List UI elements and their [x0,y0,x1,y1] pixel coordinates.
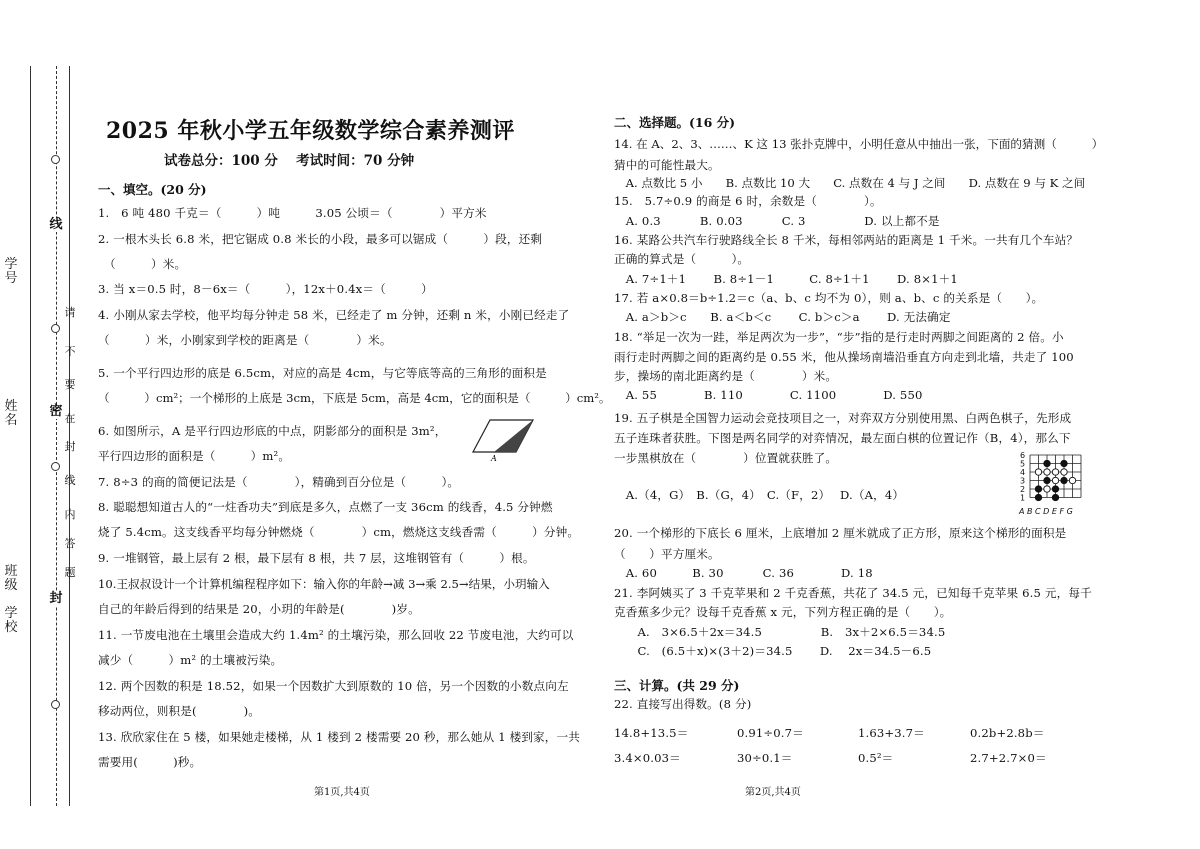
question-line: A. a＞b＞c B. a＜b＜c C. b＞c＞a D. 无法确定 [614,310,951,324]
question-line: 减少（ ）m² 的土壤被污染。 [98,653,283,667]
calc-item: 14.8+13.5＝ [614,726,689,740]
question-line: 20. 一个梯形的下底长 6 厘米，上底增加 2 厘米就成了正方形，原来这个梯形的面积是 [614,526,1067,540]
question-line: 五子连珠者获胜。下图是两名同学的对弈情况，最左面白棋的位置记作（B，4），那么下 [614,431,1071,445]
seal-char: 密 [49,404,63,419]
question-line: 17. 若 a×0.8＝b÷1.2＝c（a、b、c 均不为 0），则 a、b、c 的关系是（ ）。 [614,291,1044,305]
black-stone [1061,477,1067,483]
binding-line-dashed [56,66,57,806]
black-stone [1044,477,1050,483]
question-line: A.（4，G） B.（G，4） C.（F，2） D.（A，4） [614,488,905,502]
gomoku-board [1018,450,1090,518]
seal-char: 请 [64,306,76,319]
page-footer-left: 第1页,共4页 [314,787,370,798]
seal-char: 要 [64,378,76,391]
question-line: 18. “举足一次为一跬，举足两次为一步”，“步”指的是行走时两脚之间距离的 2 倍。小 [614,330,1064,344]
section-choice: 二、选择题。(16 分) [614,115,736,130]
question-line: （ ）米，小刚家到学校的距离是（ ）米。 [98,333,392,347]
question-line: 6. 如图所示，A 是平行四边形底的中点，阴影部分的面积是 3m²， [98,424,447,438]
question-line: C. (6.5＋x)×(3＋2)＝34.5 D. 2x＝34.5－6.5 [614,644,932,658]
question-line: 2. 一根木头长 6.8 米，把它锯成 0.8 米长的小段，最多可以锯成（ ）段，还剩 [98,232,543,246]
question-line: A. 55 B. 110 C. 1100 D. 550 [614,388,923,402]
question-line: 8. 聪聪想知道古人的“一炷香功夫”到底是多久，点燃了一支 36cm 的线香，4.5 分钟燃 [98,500,553,514]
parallelogram-figure [470,416,536,462]
black-stone [1052,486,1058,492]
question-line: 16. 某路公共汽车行驶路线全长 8 千米，每相邻两站的距离是 1 千米。一共有几个车站？ [614,233,1079,247]
binding-hole [51,324,60,333]
board-y-label: 5 [1020,459,1026,469]
question-line: 1. 6 吨 480 千克＝（ ）吨 3.05 公顷＝（ ）平方米 [98,206,487,220]
question-line: 12. 两个因数的积是 18.52，如果一个因数扩大到原数的 10 倍，另一个因数的小数点向左 [98,679,569,693]
question-line: （ ）cm²；一个梯形的上底是 3cm，下底是 5cm，高是 4cm，它的面积是（ ）cm²。 [98,391,611,405]
section-fill-blank: 一、填空。(20 分) [98,182,207,197]
question-line: A. 0.3 B. 0.03 C. 3 D. 以上都不是 [614,214,940,228]
question-line: A. 7÷1＋1 B. 8÷1－1 C. 8÷1＋1 D. 8×1＋1 [614,272,958,286]
calc-item: 2.7+2.7×0＝ [970,751,1047,765]
question-line: 正确的算式是（ ）。 [614,252,750,266]
question-line: A. 点数比 5 小 B. 点数比 10 大 C. 点数在 4 与 J 之间 D. 点数在 9 与 K 之间 [614,176,1086,190]
question-line: 雨行走时两脚之间的距离约是 0.55 米，他从操场南墙沿垂直方向走到北墙，共走了 100 [614,350,1074,364]
seal-char: 封 [64,440,76,453]
question-line: 13. 欣欣家住在 5 楼，如果她走楼梯，从 1 楼到 2 楼需要 20 秒，那么她从 1 楼到家，一共 [98,730,581,744]
question-line: 3. 当 x＝0.5 时，8－6x＝（ ），12x＋0.4x＝（ ） [98,282,433,296]
question-line: 猜中的可能性最大。 [614,158,720,172]
board-y-label: 2 [1020,485,1026,494]
question-line: 一步黑棋放在（ ）位置就获胜了。 [614,451,838,465]
question-line: 14. 在 A、2、3、……、K 这 13 张扑克牌中，小明任意从中抽出一张，下面的猜测（ ） [614,137,1104,151]
question-line: 移动两位，则积是( )。 [98,704,261,718]
question-line: 21. 李阿姨买了 3 千克苹果和 2 千克香蕉，共花了 34.5 元，已知每千克苹果 6.5 元，每千 [614,586,1092,600]
binding-hole [51,155,60,164]
black-stone [1061,460,1067,466]
question-line: 5. 一个平行四边形的底是 6.5cm，对应的高是 4cm，与它等底等高的三角形的面积是 [98,366,547,380]
board-y-label: 4 [1020,468,1026,477]
question-line: A. 60 B. 30 C. 36 D. 18 [614,566,873,580]
question-line: 平行四边形的面积是（ ）m²。 [98,449,291,463]
calc-item: 1.63+3.7＝ [858,726,925,740]
seal-char: 在 [64,412,76,425]
binding-hole [51,700,60,709]
question-line: （ ）米。 [104,257,187,271]
black-stone [1044,460,1050,466]
board-y-label: 6 [1020,451,1026,460]
binding-line-inner [69,66,70,806]
binding-line-outer [30,66,31,806]
seal-char: 封 [49,591,63,606]
white-stone [1044,486,1050,492]
black-stone [1035,486,1041,492]
black-stone [1035,494,1041,500]
question-line: 烧了 5.4cm。这支线香平均每分钟燃烧（ ）cm，燃烧这支线香需（ ）分钟。 [98,525,580,539]
white-stone [1044,469,1050,475]
question-line: 7. 8÷3 的商的简便记法是（ ），精确到百分位是（ ）。 [98,475,460,489]
question-line: 11. 一节废电池在土壤里会造成大约 1.4m² 的土壤污染，那么回收 22 节废电池，大约可以 [98,628,574,642]
board-y-label: 3 [1020,476,1026,486]
question-line: 克香蕉多少元？设每千克香蕉 x 元，下列方程正确的是（ ）。 [614,605,952,619]
calc-item: 30÷0.1＝ [737,751,793,765]
school-label: 学校 [4,606,18,635]
class-label: 班级 [4,564,18,593]
calc-item: 0.91÷0.7＝ [737,726,804,740]
binding-hole [51,462,60,471]
seal-char: 线 [64,474,76,487]
board-y-label: 1 [1020,493,1026,503]
calc-item: 3.4×0.03＝ [614,751,681,765]
question-line: 9. 一堆钢管，最上层有 2 根，最下层有 8 根，共 7 层，这堆钢管有（ ）根。 [98,551,535,565]
seal-char: 答 [64,537,76,550]
question-line: 19. 五子棋是全国智力运动会竞技项目之一，对弈双方分别使用黑、白两色棋子，先形成 [614,411,1072,425]
question-line: 10.王叔叔设计一个计算机编程程序如下：输入你的年龄→减 3→乘 2.5→结果，小玥输入 [98,577,550,591]
question-line: 15. 5.7÷0.9 的商是 6 时，余数是（ ）。 [614,194,882,208]
exam-title: 2025 年秋小学五年级数学综合素养测评 [106,118,515,144]
figure-point-label: A [491,454,497,462]
seal-char: 题 [64,566,76,579]
seal-char: 线 [49,217,63,232]
question-line: 步，操场的南北距离约是（ ）米。 [614,369,838,383]
white-stone [1052,469,1058,475]
board-x-label: A B C D E F G [1019,507,1073,516]
seal-char: 不 [64,345,76,358]
student-no-label: 学号 [4,257,18,286]
black-stone [1052,494,1058,500]
seal-char: 内 [64,508,76,521]
name-label: 姓名 [4,399,18,428]
question-22: 22. 直接写出得数。(8 分) [614,697,752,711]
question-line: 自己的年龄后得到的结果是 20，小玥的年龄是( )岁。 [98,602,420,616]
page-footer-right: 第2页,共4页 [745,787,801,798]
question-line: 需要用( )秒。 [98,755,202,769]
section-calc: 三、计算。(共 29 分) [614,678,740,693]
white-stone [1052,477,1058,483]
calc-item: 0.5²＝ [858,751,894,765]
white-stone [1061,469,1067,475]
question-line: 4. 小刚从家去学校，他平均每分钟走 58 米，已经走了 m 分钟，还剩 n 米，小刚已经走了 [98,308,570,322]
exam-subtitle: 试卷总分：100 分 考试时间：70 分钟 [164,153,415,169]
white-stone [1069,477,1075,483]
white-stone [1035,469,1041,475]
question-line: A. 3×6.5＋2x＝34.5 B. 3x＋2×6.5＝34.5 [614,625,946,639]
calc-item: 0.2b+2.8b＝ [970,726,1045,740]
question-line: （ ）平方厘米。 [614,547,720,561]
